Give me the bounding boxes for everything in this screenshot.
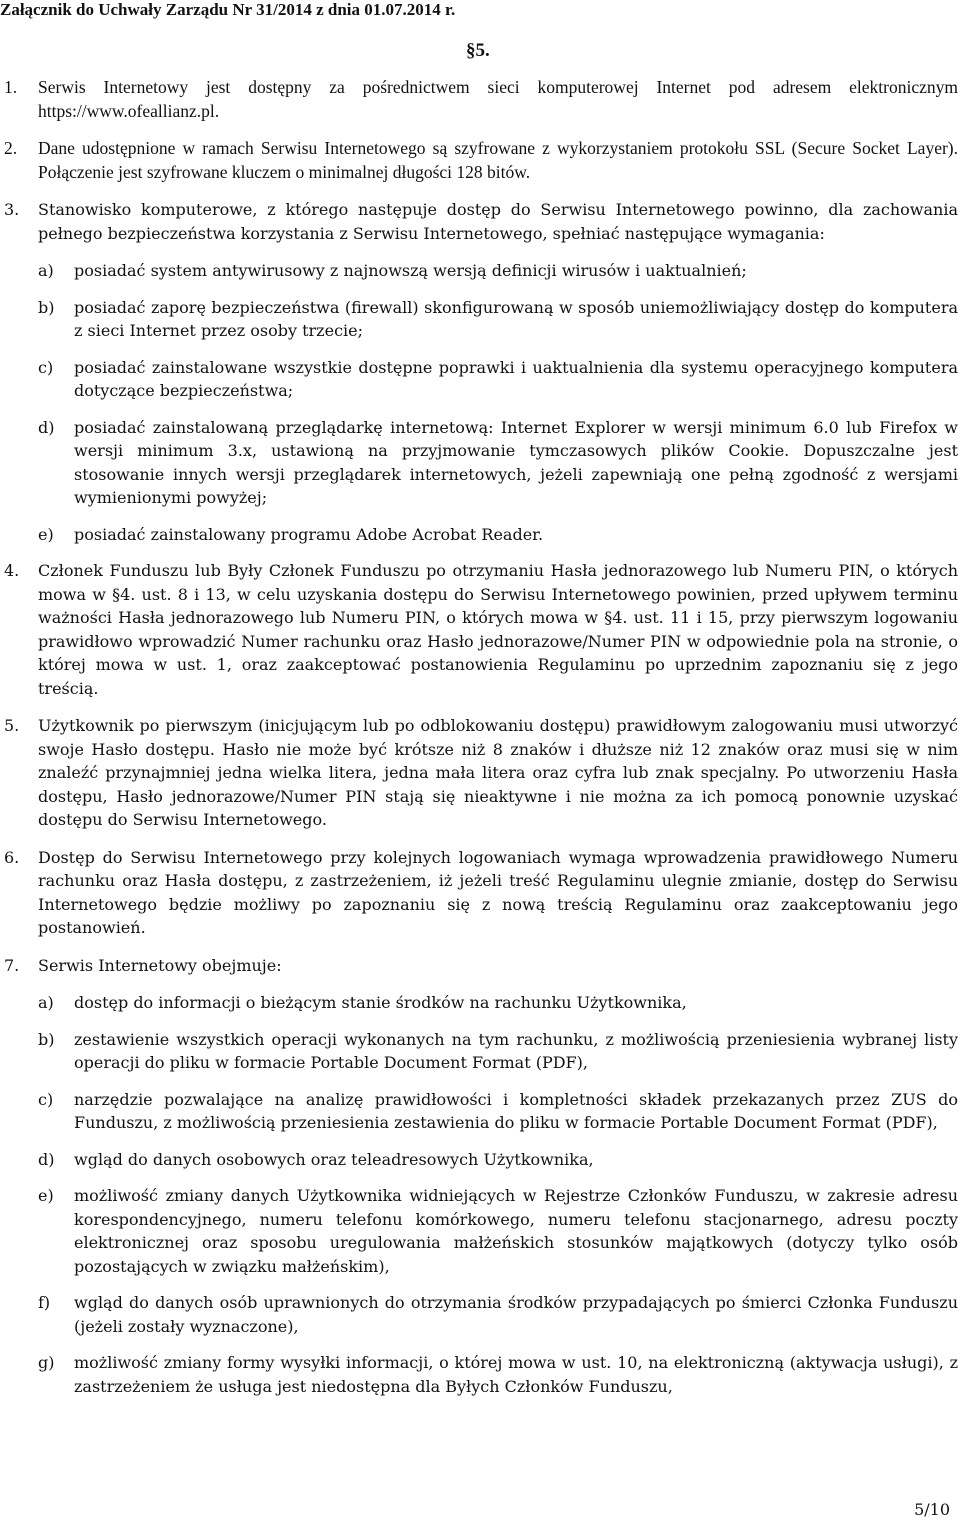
- item-text: Serwis Internetowy obejmuje:: [38, 955, 282, 975]
- sub-item: [0, 1291, 958, 1338]
- item-text: Użytkownik po pierwszym (inicjującym lub po odblokowaniu dostępu) prawidłowym zalogowaniu musi utworzyć swoje Hasło dostępu. Hasło nie może być krótsze niż 8 znaków i dłuższe niż 12 znaków oraz musi się w nim znaleźć przynajmniej jedna wielka litera, jedna mała litera oraz cyfra lub znak specjalny. Po utworzeniu Hasła dostępu, Hasło jednorazowe/Numer PIN stają się nieaktywne i nie można za ich pomocą ponownie uzyskać dostępu do Serwisu Internetowego.: [38, 716, 958, 829]
- sub-item-text: narzędzie pozwalające na analizę prawidłowości i kompletności składek przekazanych przez ZUS do Funduszu, z możliwością przeniesienia zestawienia do pliku w formacie Portable Document Format (PDF),: [74, 1089, 958, 1132]
- list-item: [0, 137, 958, 184]
- sub-item-letter: f): [38, 1293, 51, 1312]
- sub-item-text: możliwość zmiany formy wysyłki informacji, o której mowa w ust. 10, na elektroniczną (aktywacja usługi), z zastrzeżeniem że usługa jest niedostępna dla Byłych Członków Funduszu,: [74, 1353, 958, 1396]
- sub-item-text: możliwość zmiany danych Użytkownika widniejących w Rejestrze Członków Funduszu, w zakresie adresu korespondencyjnego, numeru telefonu komórkowego, numeru telefonu stacjonarnego, adresu poczty elektronicznej oraz sposobu uregulowania małżeńskich stosunków majątkowych (dotyczy tylko osób pozostających w związku małżeńskim),: [74, 1186, 958, 1276]
- sub-item-letter: c): [38, 357, 54, 377]
- sub-item-letter: g): [38, 1353, 55, 1372]
- item-number: 2.: [4, 138, 18, 158]
- item-number: 7.: [4, 955, 20, 975]
- sub-item: [0, 991, 958, 1015]
- sub-item-text: dostęp do informacji o bieżącym stanie środków na rachunku Użytkownika,: [74, 993, 687, 1012]
- document-body: [0, 76, 958, 1411]
- sub-item-letter: d): [38, 1149, 55, 1169]
- item-text: Dostęp do Serwisu Internetowego przy kolejnych logowaniach wymaga wprowadzenia prawidłowego Numeru rachunku oraz Hasła dostępu, z zastrzeżeniem, iż jeżeli treść Regulaminu ulegnie zmianie, dostęp do Serwisu Internetowego będzie możliwy po zapoznaniu się z nową treścią Regulaminu oraz zaakceptowaniu jego postanowień.: [38, 847, 958, 937]
- sub-item: [0, 1088, 958, 1135]
- sub-item-text: wgląd do danych osób uprawnionych do otrzymania środków przypadających po śmierci Członka Funduszu (jeżeli zostały wyznaczone),: [74, 1293, 958, 1336]
- sub-item-text: posiadać zainstalowane wszystkie dostępne poprawki i uaktualnienia dla systemu operacyjnego komputera dotyczące bezpieczeństwa;: [74, 357, 958, 400]
- list-item: [0, 954, 958, 978]
- sub-item: [0, 523, 958, 547]
- sub-item-letter: c): [38, 1089, 54, 1109]
- item-text: Stanowisko komputerowe, z którego następuje dostęp do Serwisu Internetowego powinno, dla zachowania pełnego bezpieczeństwa korzystania z Serwisu Internetowego, spełniać następujące wymagania:: [38, 200, 958, 243]
- sub-item: [0, 356, 958, 403]
- sub-item-text: posiadać zaporę bezpieczeństwa (firewall) skonfigurowaną w sposób uniemożliwiający dostęp do komputera z sieci Internet przez osoby trzecie;: [74, 297, 958, 340]
- list-item: [0, 198, 958, 245]
- item-number: 3.: [4, 200, 20, 219]
- item-text: Dane udostępnione w ramach Serwisu Internetowego są szyfrowane z wykorzystaniem protokołu SSL (Secure Socket Layer). Połączenie jest szyfrowane kluczem o minimalnej długości 128 bitów.: [38, 138, 958, 182]
- section-number: §5.: [466, 40, 490, 61]
- sub-item: [0, 1148, 958, 1172]
- sub-item-letter: e): [38, 524, 54, 544]
- list-item: [0, 714, 958, 832]
- sub-item-text: posiadać zainstalowany programu Adobe Acrobat Reader.: [74, 524, 544, 544]
- sub-item-letter: a): [38, 993, 54, 1012]
- sub-item-letter: e): [38, 1186, 54, 1205]
- sub-item-text: zestawienie wszystkich operacji wykonanych na tym rachunku, z możliwością przeniesienia wybranej listy operacji do pliku w formacie Portable Document Format (PDF),: [74, 1029, 958, 1072]
- sub-item-letter: d): [38, 417, 55, 437]
- sub-item-letter: a): [38, 261, 54, 280]
- item-number: 6.: [4, 847, 20, 867]
- item-text: Serwis Internetowy jest dostępny za pośrednictwem sieci komputerowej Internet pod adresem elektronicznym https://www.ofeallianz.pl.: [38, 77, 958, 121]
- list-item: [0, 559, 958, 700]
- sub-item-text: posiadać zainstalowaną przeglądarkę internetową: Internet Explorer w wersji minimum 6.0 lub Firefox w wersji minimum 3.x, ustawioną na przyjmowanie tymczasowych plików Cookie. Dopuszczalne jest stosowanie innych wersji przeglądarek internetowych, jeżeli zapewniają one pełną zgodność z wersjami wymienionymi powyżej;: [74, 417, 958, 507]
- document-header: Załącznik do Uchwały Zarządu Nr 31/2014 z dnia 01.07.2014 r.: [0, 0, 456, 19]
- item-number: 4.: [4, 561, 20, 580]
- sub-item: [0, 1028, 958, 1075]
- sub-item-letter: b): [38, 297, 55, 317]
- sub-item-text: posiadać system antywirusowy z najnowszą wersją definicji wirusów i uaktualnień;: [74, 261, 747, 280]
- sub-item: [0, 1351, 958, 1398]
- sub-item: [0, 1184, 958, 1278]
- item-text: Członek Funduszu lub Były Członek Funduszu po otrzymaniu Hasła jednorazowego lub Numeru PIN, o których mowa w §4. ust. 8 i 13, w celu uzyskania dostępu do Serwisu Internetowego powinien, przed upływem terminu ważności Hasła jednorazowego lub Numeru PIN, o których mowa w §4. ust. 11 i 15, przy pierwszym logowaniu prawidłowo wprowadzić Numer rachunku oraz Hasło jednorazowe/Numer PIN w odpowiednie pola na stronie, o której mowa w ust. 1, oraz zaakceptować postanowienia Regulaminu po uprzednim zapoznaniu się z jego treścią.: [38, 561, 958, 698]
- sub-item-letter: b): [38, 1029, 55, 1049]
- sub-item: [0, 259, 958, 283]
- item-number: 5.: [4, 716, 20, 735]
- list-item: [0, 846, 958, 940]
- sub-item-text: wgląd do danych osobowych oraz teleadresowych Użytkownika,: [74, 1149, 594, 1169]
- list-item: [0, 76, 958, 123]
- sub-item: [0, 416, 958, 510]
- item-number: 1.: [4, 77, 18, 97]
- sub-item: [0, 296, 958, 343]
- page-number: 5/10: [914, 1500, 950, 1519]
